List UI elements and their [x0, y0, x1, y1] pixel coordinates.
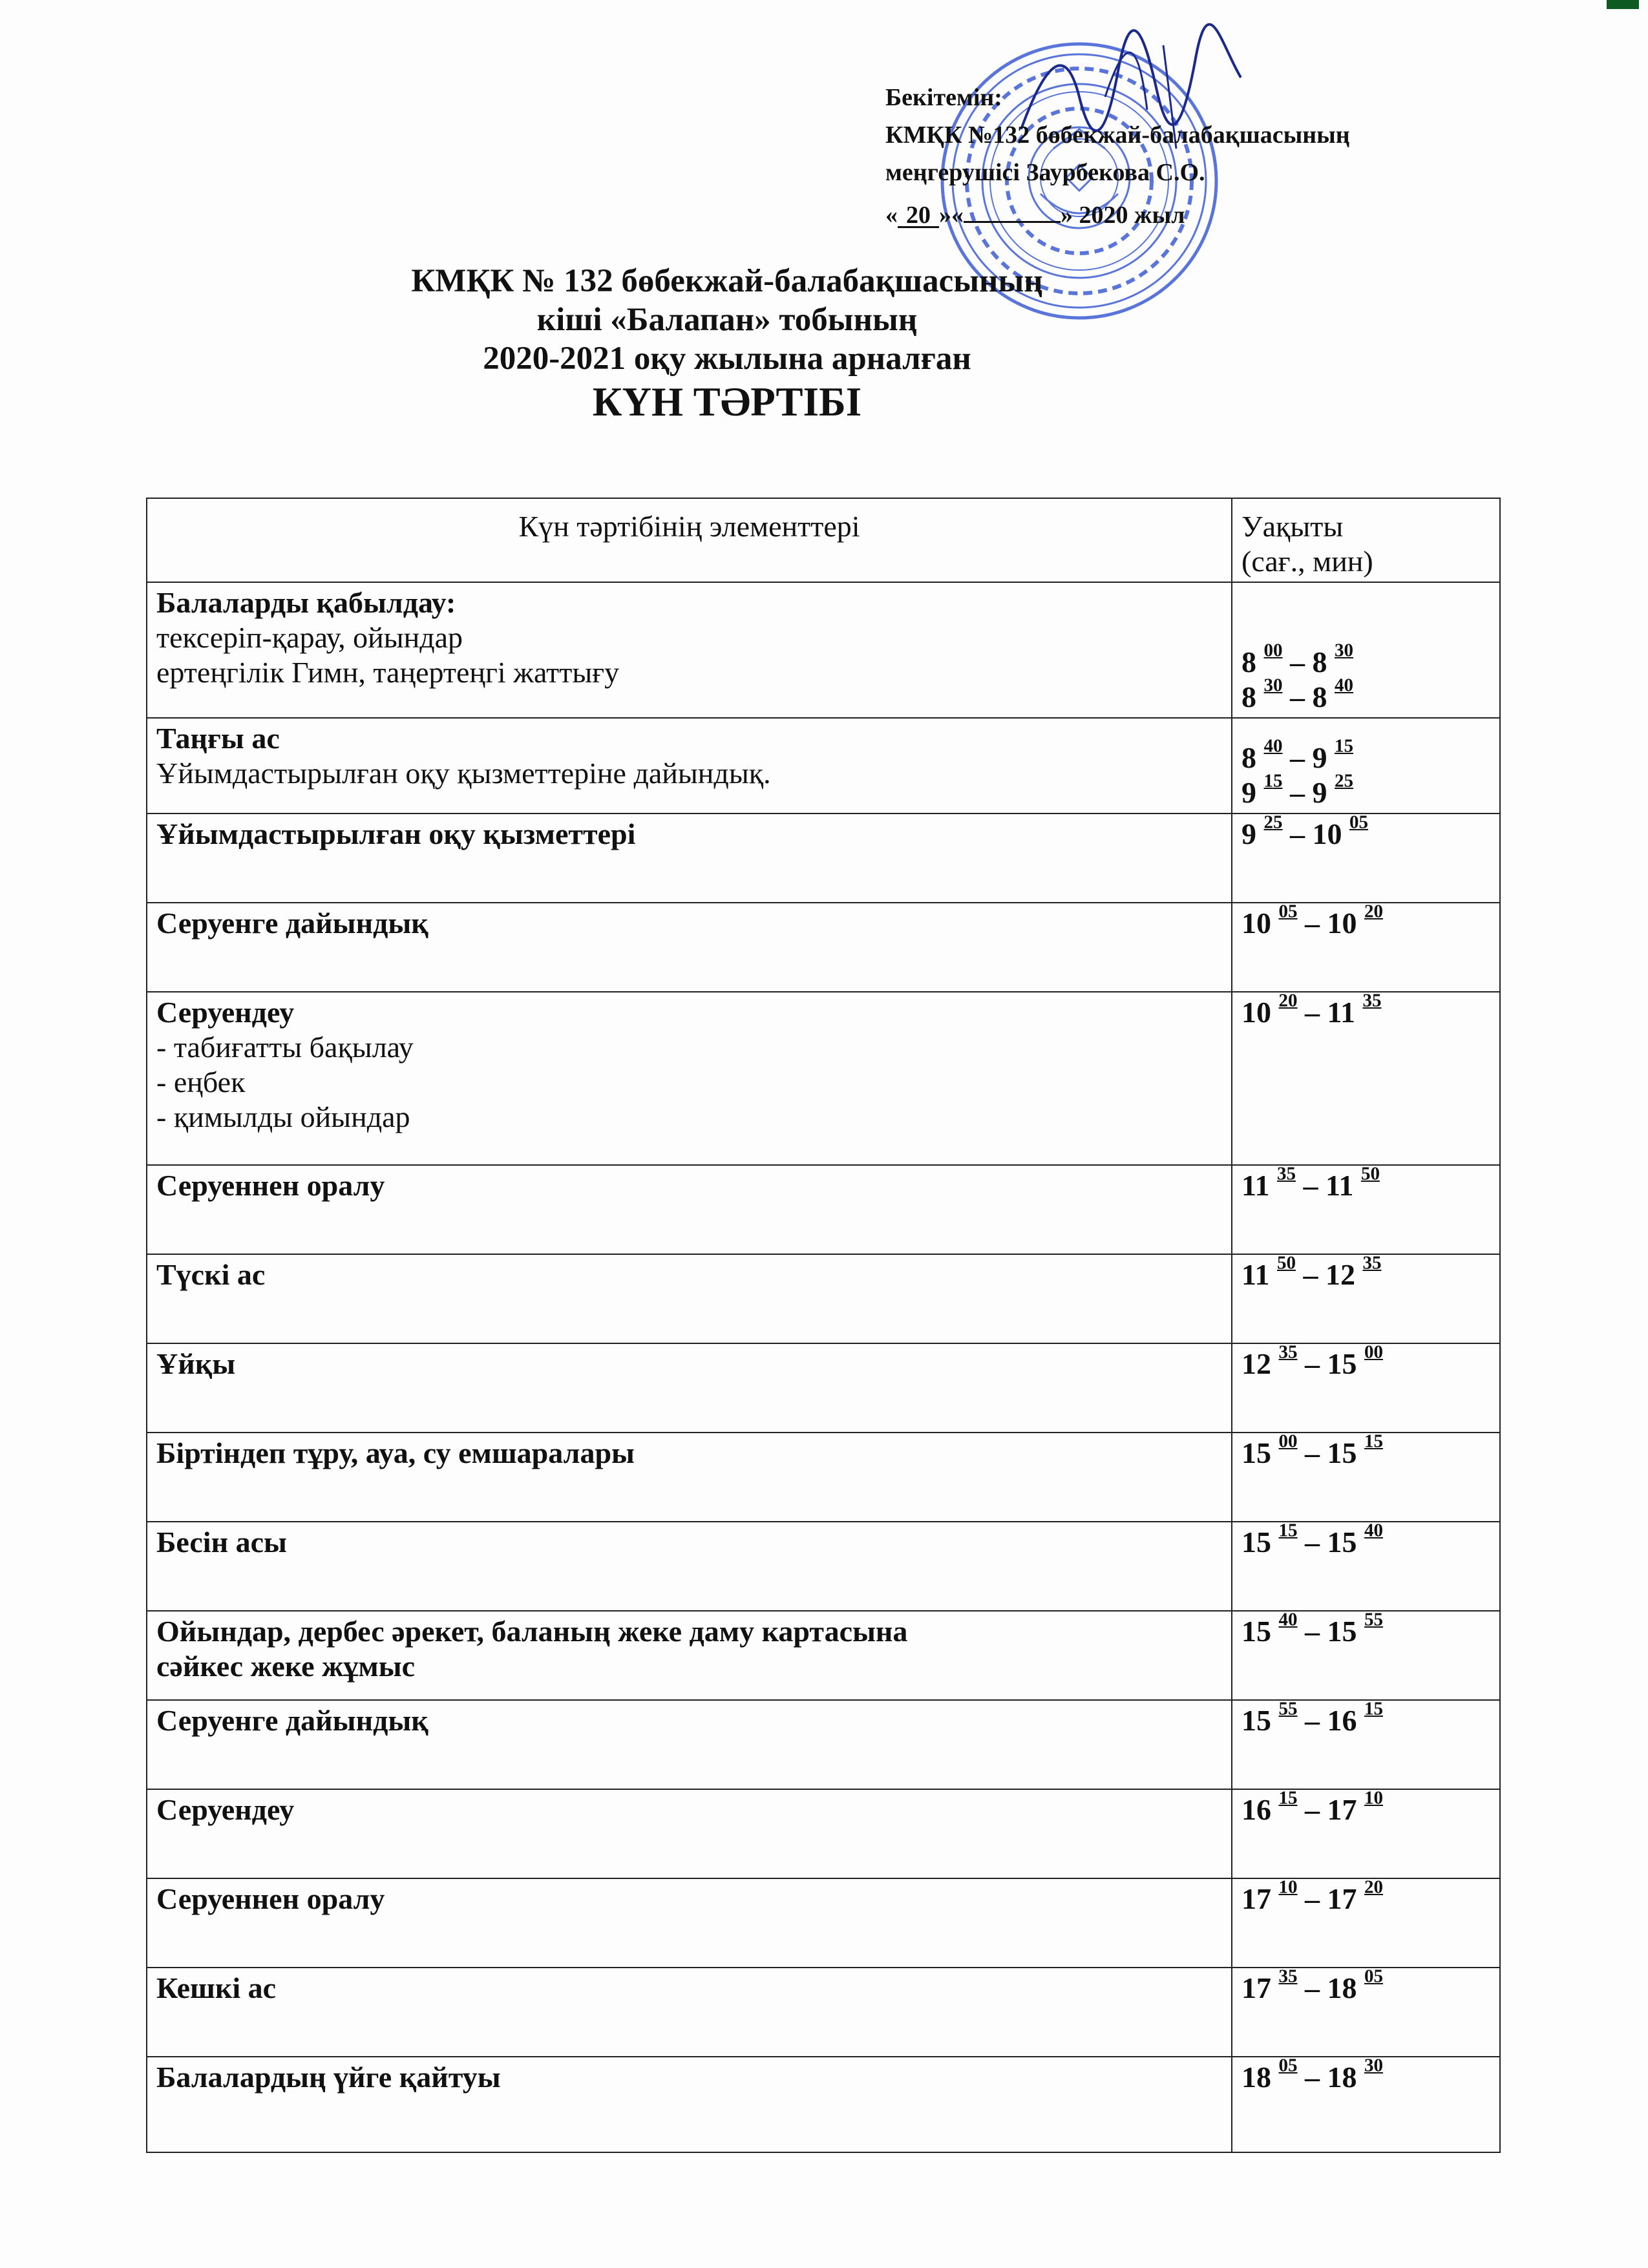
element-cell [147, 1433, 1232, 1522]
time-end-minutes: 25 [1335, 770, 1353, 792]
time-end-minutes: 20 [1364, 901, 1383, 922]
time-range: 12 $^{35}$ – 15 $^{00}$ [1241, 1341, 1383, 1380]
time-end-hour: 16 [1327, 1704, 1357, 1737]
element-title: Түскі ас [156, 1258, 266, 1291]
element-cell [147, 992, 1232, 1165]
element-title: Серуеннен оралу [156, 1882, 385, 1915]
table-row [147, 2057, 1500, 2152]
time-start-minutes: 50 [1276, 1252, 1296, 1274]
element-subitem: - табиғатты бақылау [156, 1031, 414, 1064]
element-cell [147, 1700, 1232, 1789]
element-cell [147, 814, 1232, 903]
time-end-minutes: 05 [1349, 812, 1368, 833]
time-start-hour: 15 [1241, 1526, 1271, 1559]
approval-heading: Бекітемін: [885, 84, 1002, 111]
time-range: 15 $^{00}$ – 15 $^{15}$ [1241, 1431, 1383, 1469]
time-end-minutes: 35 [1362, 1252, 1382, 1274]
title-line-4: КҮН ТӘРТІБІ [592, 379, 862, 425]
time-end-hour: 11 [1325, 1169, 1354, 1202]
schedule-body [147, 582, 1500, 2152]
time-start-hour: 17 [1241, 1882, 1271, 1915]
time-end-hour: 10 [1327, 907, 1357, 940]
time-end-minutes: 35 [1362, 990, 1382, 1011]
time-end-minutes: 30 [1364, 2055, 1383, 2076]
time-cell [1232, 718, 1500, 814]
time-end-minutes: 10 [1364, 1787, 1383, 1809]
document-title [0, 262, 1454, 426]
element-subitem: - қимылды ойындар [156, 1100, 410, 1133]
element-cell [147, 1165, 1232, 1254]
table-row [147, 1968, 1500, 2057]
approval-block [885, 79, 1350, 234]
table-row [147, 1165, 1500, 1254]
time-cell [1232, 1968, 1500, 2057]
time-start-minutes: 05 [1278, 901, 1298, 922]
time-range: 15 $^{55}$ – 16 $^{15}$ [1241, 1698, 1383, 1737]
title-line-3: 2020-2021 оқу жылына арналған [483, 341, 971, 377]
element-cell [147, 2057, 1232, 2152]
table-row [147, 1522, 1500, 1611]
element-cell [147, 1878, 1232, 1968]
time-end-minutes: 00 [1364, 1341, 1383, 1363]
element-subtitle: сәйкес жеке жұмыс [156, 1650, 416, 1683]
daily-schedule-table [146, 498, 1501, 2153]
element-cell [147, 1789, 1232, 1878]
time-start-hour: 10 [1241, 907, 1271, 940]
time-start-minutes: 10 [1278, 1876, 1298, 1898]
time-start-minutes: 00 [1278, 1431, 1298, 1452]
time-start-minutes: 55 [1278, 1698, 1298, 1719]
table-row [147, 718, 1500, 814]
time-cell [1232, 2057, 1500, 2152]
element-title: Кешкі ас [156, 1971, 277, 2004]
time-range: 15 $^{15}$ – 15 $^{40}$ [1241, 1520, 1383, 1559]
time-end-minutes: 15 [1335, 735, 1353, 757]
table-row [147, 1878, 1500, 1968]
table-row [147, 903, 1500, 992]
time-start-minutes: 40 [1278, 1609, 1298, 1630]
time-cell [1232, 903, 1500, 992]
time-start-minutes: 30 [1263, 675, 1283, 696]
time-start-hour: 8 [1241, 646, 1256, 678]
element-title: Серуендеу [156, 1793, 295, 1826]
time-range: 8 $^{40}$ – 9 $^{15}$ [1241, 735, 1353, 774]
table-row [147, 582, 1500, 718]
table-row [147, 1433, 1500, 1522]
time-end-minutes: 40 [1364, 1520, 1383, 1541]
element-cell [147, 1968, 1232, 2057]
element-cell [147, 1611, 1232, 1700]
time-start-hour: 15 [1241, 1615, 1271, 1648]
time-start-minutes: 15 [1278, 1787, 1298, 1809]
title-line-2: кіші «Балапан» тобының [536, 302, 918, 338]
time-start-hour: 8 [1241, 680, 1256, 713]
corner-mark [1607, 0, 1639, 9]
time-cell [1232, 1878, 1500, 1968]
element-title: Таңғы ас [156, 722, 280, 755]
element-subitem: тексеріп-қарау, ойындар [156, 621, 463, 654]
approval-org: КМҚК №132 бөбекжай-балабақшасының [885, 121, 1350, 149]
time-start-hour: 10 [1241, 996, 1271, 1029]
time-end-hour: 9 [1312, 776, 1327, 809]
table-row [147, 1611, 1500, 1700]
approval-date-month-blank [964, 191, 1061, 223]
element-title: Біртіндеп тұру, ауа, су емшаралары [156, 1436, 635, 1469]
time-start-hour: 15 [1241, 1704, 1271, 1737]
time-range: 9 $^{25}$ – 10 $^{05}$ [1241, 812, 1368, 850]
table-row [147, 1343, 1500, 1433]
time-end-minutes: 15 [1364, 1431, 1383, 1452]
time-end-hour: 18 [1327, 1971, 1357, 2004]
time-end-hour: 9 [1312, 741, 1327, 774]
element-cell [147, 1254, 1232, 1343]
time-cell [1232, 1165, 1500, 1254]
title-line-1: КМҚК № 132 бөбекжай-балабақшасының [411, 263, 1043, 299]
time-start-minutes: 15 [1263, 770, 1283, 792]
time-end-minutes: 55 [1364, 1609, 1383, 1630]
element-cell [147, 582, 1232, 718]
element-subitem: - еңбек [156, 1066, 246, 1098]
table-row [147, 1700, 1500, 1789]
time-cell [1232, 1433, 1500, 1522]
time-cell [1232, 1522, 1500, 1611]
time-end-minutes: 15 [1364, 1698, 1383, 1719]
table-row [147, 1254, 1500, 1343]
time-end-hour: 10 [1312, 817, 1342, 850]
time-start-minutes: 25 [1263, 812, 1283, 833]
element-subitem: Ұйымдастырылған оқу қызметтеріне дайындық. [156, 757, 771, 790]
header-time: Уақыты (сағ., мин) [1232, 498, 1500, 582]
time-end-hour: 15 [1327, 1615, 1357, 1648]
time-end-hour: 15 [1327, 1526, 1357, 1559]
time-start-hour: 11 [1241, 1258, 1270, 1291]
table-row [147, 1789, 1500, 1878]
time-cell [1232, 1343, 1500, 1433]
time-end-hour: 18 [1327, 2061, 1357, 2094]
time-end-hour: 11 [1327, 996, 1355, 1029]
time-start-minutes: 05 [1278, 2055, 1298, 2076]
time-end-hour: 15 [1327, 1347, 1357, 1380]
time-end-hour: 15 [1327, 1436, 1357, 1469]
time-range: 8 $^{30}$ – 8 $^{40}$ [1241, 675, 1353, 713]
time-start-minutes: 15 [1278, 1520, 1298, 1541]
time-end-minutes: 40 [1335, 675, 1353, 696]
header-element: Күн тәртібінің элементтері [147, 498, 1232, 582]
element-title: Серуеннен оралу [156, 1169, 385, 1202]
time-cell [1232, 992, 1500, 1165]
element-cell [147, 1343, 1232, 1433]
time-start-minutes: 35 [1276, 1163, 1296, 1184]
time-range: 15 $^{40}$ – 15 $^{55}$ [1241, 1609, 1383, 1648]
time-start-hour: 16 [1241, 1793, 1271, 1826]
time-end-hour: 17 [1327, 1882, 1357, 1915]
time-range: 11 $^{35}$ – 11 $^{50}$ [1241, 1163, 1380, 1202]
table-row [147, 814, 1500, 903]
time-start-hour: 8 [1241, 741, 1256, 774]
time-end-hour: 12 [1325, 1258, 1355, 1291]
time-end-hour: 8 [1312, 680, 1327, 713]
time-start-hour: 11 [1241, 1169, 1270, 1202]
element-subitem: ертеңгілік Гимн, таңертеңгі жаттығу [156, 656, 620, 689]
time-end-minutes: 20 [1364, 1876, 1383, 1898]
time-end-hour: 8 [1312, 646, 1327, 678]
time-start-minutes: 35 [1278, 1966, 1298, 1987]
time-end-minutes: 30 [1335, 640, 1353, 661]
time-cell [1232, 1254, 1500, 1343]
time-cell [1232, 814, 1500, 903]
time-start-hour: 18 [1241, 2061, 1271, 2094]
element-cell [147, 903, 1232, 992]
element-title: Балаларды қабылдау: [156, 586, 456, 619]
element-title: Серуендеу [156, 996, 295, 1029]
time-cell [1232, 1611, 1500, 1700]
time-cell [1232, 1789, 1500, 1878]
element-title: Серуенге дайындық [156, 1704, 428, 1737]
table-header-row [147, 498, 1500, 582]
time-range: 16 $^{15}$ – 17 $^{10}$ [1241, 1787, 1383, 1826]
time-range: 10 $^{20}$ – 11 $^{35}$ [1241, 990, 1382, 1029]
time-range: 9 $^{15}$ – 9 $^{25}$ [1241, 770, 1353, 809]
time-cell [1232, 582, 1500, 718]
time-range: 11 $^{50}$ – 12 $^{35}$ [1241, 1252, 1382, 1291]
time-start-minutes: 35 [1278, 1341, 1298, 1363]
time-start-hour: 17 [1241, 1971, 1271, 2004]
time-range: 10 $^{05}$ – 10 $^{20}$ [1241, 901, 1383, 940]
time-start-hour: 15 [1241, 1436, 1271, 1469]
approval-head-name: меңгерушісі Заурбекова С.О. [885, 159, 1205, 186]
approval-date-day: 20 [898, 196, 939, 228]
time-range: 18 $^{05}$ – 18 $^{30}$ [1241, 2055, 1383, 2094]
time-range: 17 $^{10}$ – 17 $^{20}$ [1241, 1876, 1383, 1915]
time-start-minutes: 00 [1263, 640, 1283, 661]
time-end-hour: 17 [1327, 1793, 1357, 1826]
time-end-minutes: 50 [1360, 1163, 1380, 1184]
approval-date: « 20 »« » 2020 жыл [885, 191, 1350, 234]
time-end-minutes: 05 [1364, 1966, 1383, 1987]
time-start-hour: 9 [1241, 817, 1256, 850]
element-title: Серуенге дайындық [156, 907, 428, 940]
element-cell [147, 1522, 1232, 1611]
element-title: Балалардың үйге қайтуы [156, 2061, 501, 2094]
element-title: Ұйымдастырылған оқу қызметтері [156, 817, 636, 850]
element-title: Ойындар, дербес әрекет, баланың жеке даму картасына [156, 1615, 908, 1648]
element-title: Бесін асы [156, 1526, 287, 1559]
time-range: 8 $^{00}$ – 8 $^{30}$ [1241, 640, 1353, 678]
element-cell [147, 718, 1232, 814]
table-row [147, 992, 1500, 1165]
time-range: 17 $^{35}$ – 18 $^{05}$ [1241, 1966, 1383, 2004]
time-start-minutes: 40 [1263, 735, 1283, 757]
time-start-minutes: 20 [1278, 990, 1298, 1011]
time-start-hour: 12 [1241, 1347, 1271, 1380]
time-start-hour: 9 [1241, 776, 1256, 809]
element-title: Ұйқы [156, 1347, 236, 1380]
time-cell [1232, 1700, 1500, 1789]
